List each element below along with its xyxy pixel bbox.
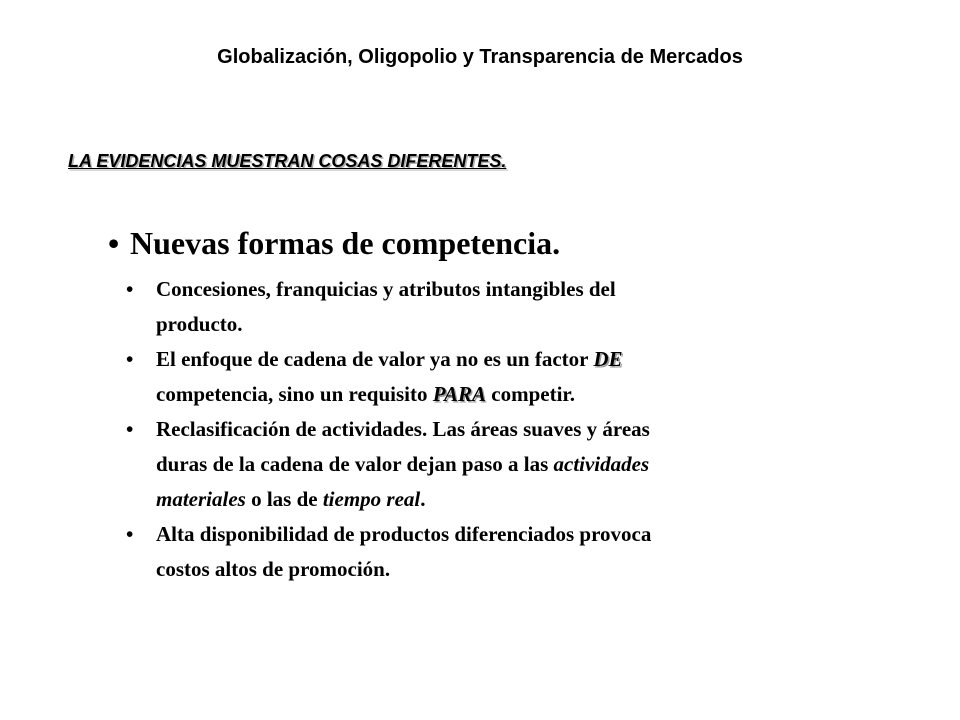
item-line: producto. bbox=[156, 312, 243, 336]
item-line bbox=[156, 342, 806, 377]
list-item bbox=[126, 517, 806, 587]
item-text: o las de bbox=[245, 487, 323, 511]
item-line: Concesiones, franquicias y atributos intangibles del bbox=[156, 277, 616, 301]
item-line bbox=[156, 482, 806, 517]
section-heading: LA EVIDENCIAS MUESTRAN COSAS DIFERENTES. bbox=[68, 151, 507, 171]
item-line bbox=[156, 447, 806, 482]
list-item bbox=[126, 412, 806, 517]
item-text: competencia, sino un requisito bbox=[156, 382, 433, 406]
item-line: Reclasificación de actividades. Las áreas suaves y áreas bbox=[156, 417, 650, 441]
sub-bullet-list bbox=[126, 272, 806, 587]
emphasis-actividades: actividades bbox=[553, 452, 650, 476]
bullet-marker: • bbox=[126, 277, 134, 301]
item-text: El enfoque de cadena de valor ya no es un factor bbox=[156, 347, 594, 371]
bullet-marker: • bbox=[126, 417, 134, 441]
list-item bbox=[126, 342, 806, 412]
bullet-marker: • bbox=[108, 225, 120, 261]
emphasis-de: DE bbox=[593, 347, 623, 371]
emphasis-materiales: materiales bbox=[156, 487, 246, 511]
item-line: Alta disponibilidad de productos diferenciados provoca bbox=[156, 522, 652, 546]
main-bullet-text: Nuevas formas de competencia. bbox=[130, 225, 561, 261]
bullet-marker: • bbox=[126, 347, 134, 371]
main-bullet bbox=[108, 224, 560, 262]
item-text: competir. bbox=[486, 382, 576, 406]
item-line bbox=[156, 377, 806, 412]
list-item bbox=[126, 272, 806, 342]
emphasis-tiempo-real: tiempo real bbox=[322, 487, 421, 511]
emphasis-para: PARA bbox=[432, 382, 487, 406]
item-text: duras de la cadena de valor dejan paso a las bbox=[156, 452, 554, 476]
slide-title: Globalización, Oligopolio y Transparencia de Mercados bbox=[217, 46, 743, 68]
item-line: costos altos de promoción. bbox=[156, 557, 391, 581]
bullet-marker: • bbox=[126, 522, 134, 546]
item-text: . bbox=[420, 487, 426, 511]
